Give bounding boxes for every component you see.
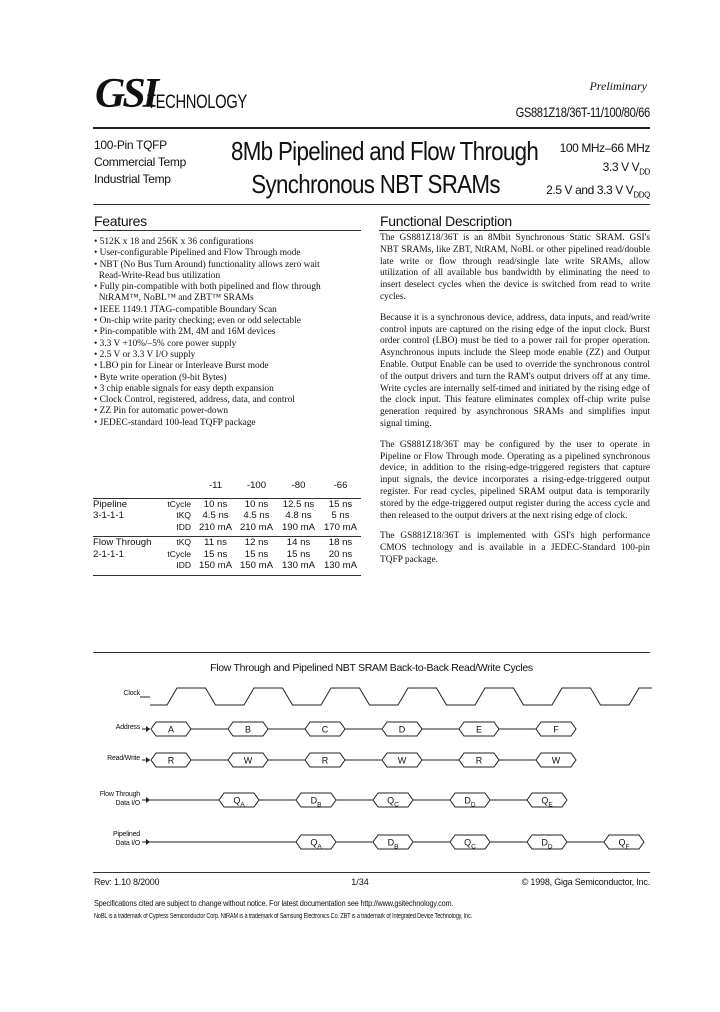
feature-item: • Byte write operation (9-bit Bytes)	[94, 372, 227, 383]
title-line-2: Synchronous NBT SRAMs	[251, 169, 501, 199]
table-cell: 15 ns	[203, 548, 228, 560]
revision: Rev: 1.10 8/2000	[94, 877, 160, 887]
feature-item: Read-Write-Read bus utilization	[94, 270, 221, 281]
feature-item: • IEEE 1149.1 JTAG-compatible Boundary Scan	[94, 304, 277, 315]
column-header: -100	[246, 480, 267, 491]
address-bus-value: B	[244, 724, 252, 735]
address-bus-value: F	[553, 724, 559, 735]
signal-label-flow-through: Flow Through Data I/O	[99, 791, 140, 807]
pipe-data-bus-arrow	[146, 839, 150, 845]
features-heading: Features	[94, 213, 147, 229]
address-bus-value: C	[321, 724, 329, 735]
timing-diagram-title: Flow Through and Pipelined NBT SRAM Back-to-Back Read/Write Cycles	[210, 662, 533, 674]
table-cell: 210 mA	[239, 521, 274, 533]
table-cell: 14 ns	[286, 537, 311, 548]
param-label: tCycle	[167, 548, 192, 559]
param-label: IDD	[176, 521, 192, 532]
temp-range-commercial: Commercial Temp	[94, 155, 186, 169]
address-bus-value: D	[398, 724, 406, 735]
table-cell: 190 mA	[281, 521, 316, 533]
io-voltage: 2.5 V and 3.3 V $V_{DDQ}$	[546, 183, 650, 200]
address-bus-value: E	[475, 724, 483, 735]
signal-label-read-write: Read/Write	[107, 755, 140, 762]
table-cell: 12 ns	[244, 537, 269, 548]
feature-item: • NBT (No Bus Turn Around) functionality allows zero wait	[94, 259, 320, 270]
flow-data-bus-value-sub: A	[240, 801, 245, 809]
table-cell: 10 ns	[203, 498, 228, 510]
table-cell: 150 mA	[239, 560, 274, 571]
flow-data-bus-value-sub: E	[548, 801, 553, 809]
signal-label-clock: Clock	[123, 690, 140, 697]
param-label: tKQ	[176, 537, 192, 547]
pipe-data-bus-value: $Q_F$	[618, 837, 630, 851]
table-cell: 10 ns	[244, 498, 269, 510]
paragraph: The GS881Z18/36T is an 8Mbit Synchronous Static SRAM. GSI's NBT SRAMs, like ZBT, NtRAM, NoBL or other pipelined read/double late write or flow through read/single late write SRAMs, allow utilization of all available bus bandwidth by eliminating the need to insert deselect cycles when the device is switched from read to write cycles.	[380, 233, 650, 302]
table-cell: 12.5 ns	[282, 498, 315, 510]
page-number: 1/34	[351, 877, 369, 887]
pipe-data-bus-value: $Q_C$	[464, 837, 476, 851]
flow-data-bus-value-sub: D	[470, 801, 476, 809]
column-header: -80	[291, 480, 306, 491]
group-name: Pipeline	[93, 498, 128, 510]
param-label: tKQ	[176, 510, 192, 520]
trademark-notice: NoBL is a trademark of Cypress Semiconductor Corp. NtRAM is a trademark of Samsung Electronics Co. ZBT is a trademark of Integrated Device Technology, Inc.	[94, 913, 473, 920]
footer-rule	[93, 872, 650, 873]
feature-item: • 2.5 V or 3.3 V I/O supply	[94, 349, 196, 360]
group-name: Flow Through	[93, 537, 152, 548]
table-cell: 15 ns	[328, 498, 353, 510]
title-line-1: 8Mb Pipelined and Flow Through	[230, 136, 539, 166]
frequency-range: 100 MHz–66 MHz	[559, 141, 650, 155]
paragraph: The GS881Z18/36T may be configured by the user to operate in Pipeline or Flow Through mode. Operating as a pipelined synchronous device, in addition to the rising-edge-triggered registers that capture input signals, the device incorporates a rising-edge-triggered output register. For read cycles, pipelined SRAM output data is temporarily stored by the edge-triggered output register during the access cycle and then released to the output drivers at the next rising edge of clock.	[380, 439, 650, 521]
feature-item: • 3 chip enable signals for easy depth expansion	[94, 383, 274, 394]
group-mode: 3-1-1-1	[93, 510, 124, 521]
rw-bus-arrow	[146, 757, 150, 763]
pipe-data-bus-value: $D_B$	[387, 837, 399, 851]
document-status: Preliminary	[589, 79, 647, 93]
flow-data-bus-arrow	[146, 797, 150, 803]
feature-item: • JEDEC-standard 100-lead TQFP package	[94, 417, 256, 428]
column-header: -66	[333, 480, 348, 491]
feature-item: • 3.3 V +10%/–5% core power supply	[94, 338, 237, 349]
feature-item: • LBO pin for Linear or Interleave Burst mode	[94, 361, 269, 372]
pipe-data-bus-value-sub: A	[317, 843, 322, 851]
pipe-data-bus-value: $D_D$	[541, 837, 553, 851]
address-bus-value: A	[167, 724, 175, 735]
flow-data-bus-value: $Q_C$	[387, 795, 399, 809]
table-cell: 130 mA	[281, 560, 316, 571]
core-voltage: 3.3 V $V_{DD}$	[602, 160, 650, 177]
rw-bus-value: R	[475, 755, 483, 766]
table-cell: 15 ns	[244, 548, 269, 560]
table-cell: 210 mA	[198, 521, 233, 533]
pipe-data-bus-value-sub: D	[547, 843, 553, 851]
logo-word: TECHNOLOGY	[147, 92, 247, 113]
table-cell: 11 ns	[204, 537, 227, 548]
table-cell: 170 mA	[323, 521, 358, 533]
feature-item: • On-chip write parity checking; even or odd selectable	[94, 316, 301, 327]
pipe-data-bus-value-sub: F	[625, 843, 630, 851]
flow-data-bus-value: $D_B$	[310, 795, 322, 809]
temp-range-industrial: Industrial Temp	[94, 172, 171, 186]
column-header: -11	[208, 480, 223, 491]
rw-bus-value: W	[243, 755, 253, 766]
functional-heading: Functional Description	[380, 213, 512, 229]
param-label: tCycle	[167, 498, 192, 509]
pipe-data-bus-value-sub: B	[394, 843, 399, 851]
group-mode: 2-1-1-1	[93, 548, 124, 560]
clock-waveform	[150, 688, 652, 705]
paragraph: Because it is a synchronous device, address, data inputs, and read/write control inputs are captured on the rising edge of the input clock. Burst order control (LBO) must be tied to a power rail for proper operation. Asynchronous inputs include the Sleep mode enable (ZZ) and Output Enable. Output Enable can be used to override the synchronous control of the output drivers and turn the RAM's output drivers off at any time. Write cycles are internally self-timed and initiated by the rising edge of the clock input. This feature eliminates complex off-chip write pulse generation required by asynchronous SRAMs and simplifies input signal timing.	[380, 312, 650, 429]
paragraph: The GS881Z18/36T is implemented with GSI's high performance CMOS technology and is available in a JEDEC-Standard 100-pin TQFP package.	[380, 531, 650, 565]
pipe-data-bus-value-sub: C	[471, 843, 476, 851]
rw-bus-value: W	[397, 755, 407, 766]
rw-bus-value: R	[167, 755, 175, 766]
feature-item: • User-configurable Pipelined and Flow Through mode	[94, 248, 301, 259]
rw-bus-value: R	[321, 755, 329, 766]
signal-label-address: Address	[115, 724, 140, 731]
feature-item: • ZZ Pin for automatic power-down	[94, 406, 229, 417]
feature-item: • Pin-compatible with 2M, 4M and 16M devices	[94, 327, 276, 338]
feature-item: NtRAM™, NoBL™ and ZBT™ SRAMs	[94, 293, 254, 304]
feature-item: • Fully pin-compatible with both pipelined and flow through	[94, 282, 321, 293]
feature-item: • 512K x 18 and 256K x 36 configurations	[94, 237, 254, 247]
rw-bus-value: W	[551, 755, 561, 766]
flow-data-bus-value: $D_D$	[464, 795, 476, 809]
flow-data-bus-value-sub: C	[394, 801, 399, 809]
signal-label-pipelined: Pipelined Data I/O	[113, 831, 140, 847]
table-cell: 130 mA	[323, 560, 358, 571]
flow-data-bus-value: $Q_A$	[233, 795, 245, 809]
part-number: GS881Z18/36T-11/100/80/66	[515, 104, 650, 120]
logo-mark: GSI	[95, 71, 157, 117]
package-line: 100-Pin TQFP	[94, 138, 167, 152]
table-cell: 150 mA	[198, 560, 233, 571]
pipe-data-bus-value: $Q_A$	[310, 837, 322, 851]
feature-item: • Clock Control, registered, address, data, and control	[94, 395, 295, 406]
copyright: © 1998, Giga Semiconductor, Inc.	[521, 877, 650, 887]
table-cell: 4.5 ns	[243, 510, 270, 521]
table-cell: 4.8 ns	[285, 510, 312, 521]
flow-data-bus-value-sub: B	[317, 801, 322, 809]
address-bus-arrow	[146, 726, 150, 732]
table-cell: 20 ns	[328, 548, 353, 560]
table-cell: 18 ns	[328, 537, 353, 548]
table-cell: 4.5 ns	[202, 510, 229, 521]
change-notice: Specifications cited are subject to change without notice. For latest documentation see http://www.gsitechnology.com.	[94, 898, 454, 908]
flow-data-bus-value: $Q_E$	[541, 795, 553, 809]
table-cell: 15 ns	[286, 548, 311, 560]
table-cell: 5 ns	[331, 510, 350, 521]
param-label: IDD	[176, 560, 192, 570]
